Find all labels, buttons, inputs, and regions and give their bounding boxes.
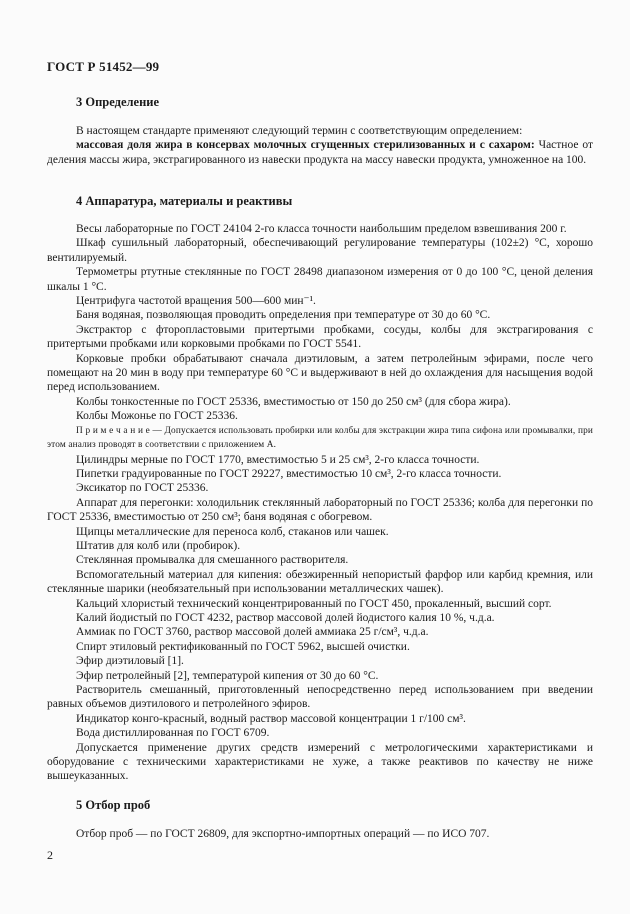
equipment-item: Корковые пробки обрабатывают сначала диэтиловым, а затем петролейным эфирами, после чего помещают на 20 мин в воду при температуре 60 °С и выдерживают в ней до охлаждения для насыщения водой перед использованием. (47, 352, 593, 394)
section-5-title: 5 Отбор проб (76, 798, 151, 812)
equipment-item: Центрифуга частотой вращения 500—600 мин⁻¹. (76, 295, 316, 308)
equipment-item: Аммиак по ГОСТ 3760, раствор массовой долей аммиака 25 г/см³, ч.д.а. (76, 626, 429, 639)
equipment-item: Колбы Можонье по ГОСТ 25336. (76, 410, 238, 423)
equipment-item: Стеклянная промывалка для смешанного растворителя. (76, 554, 349, 567)
equipment-item: Экстрактор с фторопластовыми притертыми пробками, сосуды, колбы для экстрагирования с притертыми пробками или корковыми пробками по ГОСТ 5541. (47, 323, 593, 351)
equipment-item: Допускается применение других средств измерений с метрологическими характеристиками и оборудование с техническими характеристиками не хуже, а также реактивов по качеству не ниже вышеуказанных. (47, 741, 593, 783)
section-4-title: 4 Аппаратура, материалы и реактивы (76, 194, 293, 208)
equipment-item: Индикатор конго-красный, водный раствор массовой концентрации 1 г/100 см³. (76, 712, 466, 725)
equipment-item: Эфир диэтиловый [1]. (76, 655, 184, 668)
equipment-item: Вспомогательный материал для кипения: обезжиренный непористый фарфор или карбид кремния, или стеклянные шарики (необязательный при использовании металлических чашек). (47, 568, 593, 596)
section-5-text: Отбор проб — по ГОСТ 26809, для экспортно-импортных операций — по ИСО 707. (76, 828, 490, 840)
definition-text: Частное от деления массы жира, экстрагированного из навески продукта на массу навески продукта, умноженное на 100. (47, 139, 593, 166)
equipment-item: Эфир петролейный [2], температурой кипения от 30 до 60 °С. (76, 669, 379, 682)
section-3-title: 3 Определение (76, 95, 160, 109)
section-3-definition (47, 138, 593, 167)
equipment-item: Растворитель смешанный, приготовленный непосредственно перед использованием при введении равных объемов диэтилового и петролейного эфиров. (47, 684, 593, 711)
section-3-body (47, 124, 593, 167)
equipment-item: Колбы тонкостенные по ГОСТ 25336, вместимостью от 150 до 250 см³ (для сбора жира). (76, 395, 511, 408)
section-5-body (47, 827, 593, 841)
equipment-item: Баня водяная, позволяющая проводить определения при температуре от 30 до 60 °С. (76, 309, 491, 322)
equipment-item: Калий йодистый по ГОСТ 4232, раствор массовой долей йодистого калия 10 %, ч.д.а. (76, 611, 495, 624)
equipment-item: Эксикатор по ГОСТ 25336. (76, 482, 209, 495)
section-3-intro: В настоящем стандарте применяют следующий термин с соответствующим определением: (76, 125, 523, 137)
equipment-item: Цилиндры мерные по ГОСТ 1770, вместимостью 5 и 25 см³, 2-го класса точности. (76, 453, 480, 466)
equipment-item: Кальций хлористый технический концентрированный по ГОСТ 450, прокаленный, высший сорт. (76, 597, 552, 610)
section-4-note: П р и м е ч а н и е — Допускается использовать пробирки или колбы для экстракции жира типа сифона или промывалки, при этом анализ проводят в соответствии с приложением А. (47, 425, 593, 451)
equipment-item: Шкаф сушильный лабораторный, обеспечивающий регулирование температуры (102±2) °С, хорошо вентилируемый. (47, 237, 593, 264)
page-number: 2 (47, 848, 53, 862)
equipment-item: Весы лабораторные по ГОСТ 24104 2-го класса точности наибольшим пределом взвешивания 200 г. (76, 223, 567, 235)
equipment-item: Щипцы металлические для переноса колб, стаканов или чашек. (76, 525, 389, 538)
equipment-item: Спирт этиловый ректификованный по ГОСТ 5962, высшей очистки. (76, 640, 410, 653)
equipment-item: Аппарат для перегонки: холодильник стеклянный лабораторный по ГОСТ 25336; колба для перегонки по ГОСТ 25336, вместимостью от 250 см³; баня водяная с обогревом. (47, 496, 593, 524)
document-header: ГОСТ Р 51452—99 (47, 59, 160, 74)
defined-term: массовая доля жира в консервах молочных сгущенных стерилизованных и с сахаром: (76, 139, 535, 152)
equipment-item: Штатив для колб или (пробирок). (76, 539, 241, 552)
equipment-item: Пипетки градуированные по ГОСТ 29227, вместимостью 10 см³, 2-го класса точности. (76, 467, 502, 480)
section-4-body (47, 222, 593, 784)
equipment-item: Термометры ртутные стеклянные по ГОСТ 28498 диапазоном измерения от 0 до 100 °С, ценой деления шкалы 1 °С. (47, 266, 593, 293)
equipment-item: Вода дистиллированная по ГОСТ 6709. (76, 727, 270, 740)
